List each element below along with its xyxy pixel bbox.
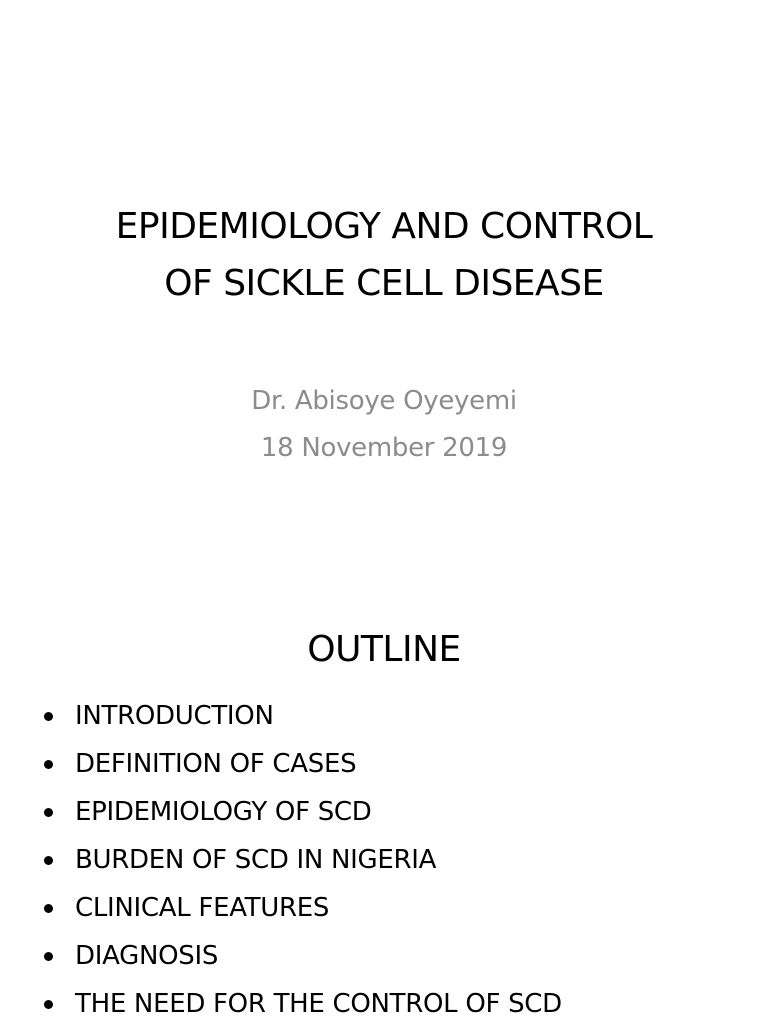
outline-item [42, 692, 562, 740]
outline-item [42, 980, 562, 1028]
outline-item [42, 788, 562, 836]
outline-item [42, 884, 562, 932]
outline-slide [0, 576, 768, 1024]
bullet-icon [44, 856, 53, 865]
outline-item-label: EPIDEMIOLOGY OF SCD [75, 797, 372, 827]
presentation-title [40, 198, 728, 312]
bullet-icon [44, 1000, 53, 1009]
outline-item [42, 740, 562, 788]
outline-item-label: BURDEN OF SCD IN NIGERIA [75, 845, 437, 875]
outline-list [42, 692, 562, 1028]
subtitle-block [40, 378, 728, 472]
bullet-icon [44, 808, 53, 817]
outline-heading: OUTLINE [307, 629, 461, 670]
outline-item [42, 836, 562, 884]
bullet-icon [44, 952, 53, 961]
outline-item-label: INTRODUCTION [75, 701, 274, 731]
bullet-icon [44, 760, 53, 769]
title-line-2: OF SICKLE CELL DISEASE [164, 263, 604, 304]
outline-item-label: DIAGNOSIS [75, 941, 219, 971]
outline-item [42, 932, 562, 980]
author-name: Dr. Abisoye Oyeyemi [251, 386, 517, 416]
outline-item-label: DEFINITION OF CASES [75, 749, 357, 779]
outline-item-label: THE NEED FOR THE CONTROL OF SCD [75, 989, 562, 1019]
bullet-icon [44, 904, 53, 913]
outline-item-label: CLINICAL FEATURES [75, 893, 330, 923]
bullet-icon [44, 712, 53, 721]
title-line-1: EPIDEMIOLOGY AND CONTROL [115, 206, 653, 247]
presentation-date: 18 November 2019 [260, 433, 508, 463]
